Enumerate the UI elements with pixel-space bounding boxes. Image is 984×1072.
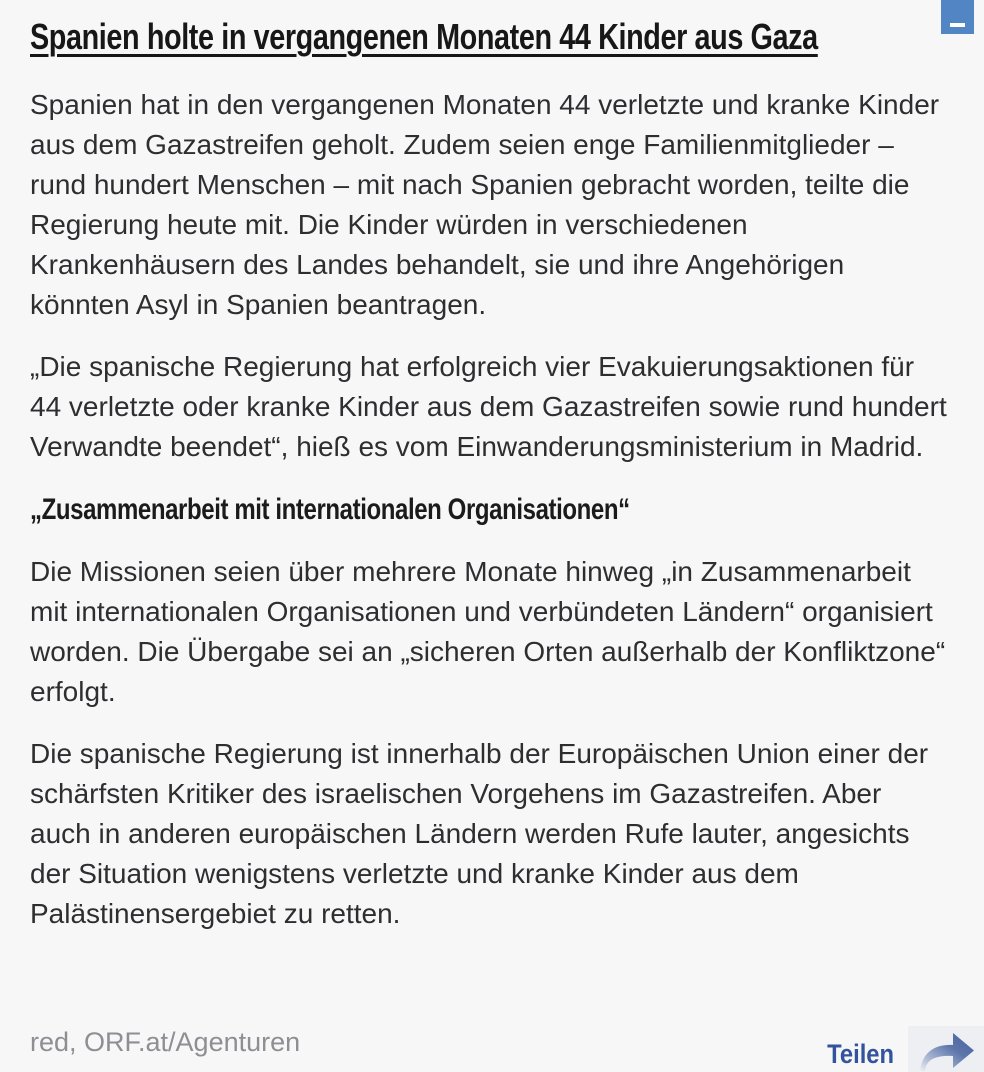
article-paragraph: Spanien hat in den vergangenen Monaten 44 verletzte und kranke Kinder aus dem Gazastreifen geholt. Zudem seien enge Familienmitglieder – rund hundert Menschen – mit nach Spanien gebracht worden, teilte die Regierung heute mit. Die Kinder würden in verschiedenen Krankenhäusern des Landes behandelt, sie und ihre Angehörigen könnten Asyl in Spanien beantragen. xyxy=(30,89,940,321)
minus-icon xyxy=(950,23,965,27)
share-button-label[interactable]: Teilen xyxy=(827,1039,894,1069)
article-headline-link[interactable]: Spanien holte in vergangenen Monaten 44 Kinder aus Gaza xyxy=(30,16,818,57)
article-byline: red, ORF.at/Agenturen xyxy=(30,1027,301,1057)
article-paragraph: „Die spanische Regierung hat erfolgreich vier Evakuierungsaktionen für 44 verletzte oder kranke Kinder aus dem Gazastreifen sowie rund hundert Verwandte beendet“, hieß es vom Einwanderungsministerium in Madrid. xyxy=(30,351,947,463)
article-paragraph: Die spanische Regierung ist innerhalb der Europäischen Union einer der schärfsten Kritiker des israelischen Vorgehens im Gazastreifen. Aber auch in anderen europäischen Ländern werden Rufe lauter, angesichts der Situation wenigstens verletzte und kranke Kinder aus dem Palästinensergebiet zu retten. xyxy=(30,737,929,929)
share-button[interactable] xyxy=(908,1026,984,1072)
collapse-button[interactable] xyxy=(941,0,974,34)
article-subheading xyxy=(30,493,948,528)
article-subheading-text: „Zusammenarbeit mit internationalen Organisationen“ xyxy=(30,493,630,527)
article-paragraph: Die Missionen seien über mehrere Monate hinweg „in Zusammenarbeit mit internationalen Organisationen und verbündeten Ländern“ organisiert worden. Die Übergabe sei an „sicheren Orten außerhalb der Konfliktzone“ erfolgt. xyxy=(30,555,946,707)
article-headline xyxy=(30,16,948,57)
share-arrow-icon xyxy=(916,1032,976,1072)
